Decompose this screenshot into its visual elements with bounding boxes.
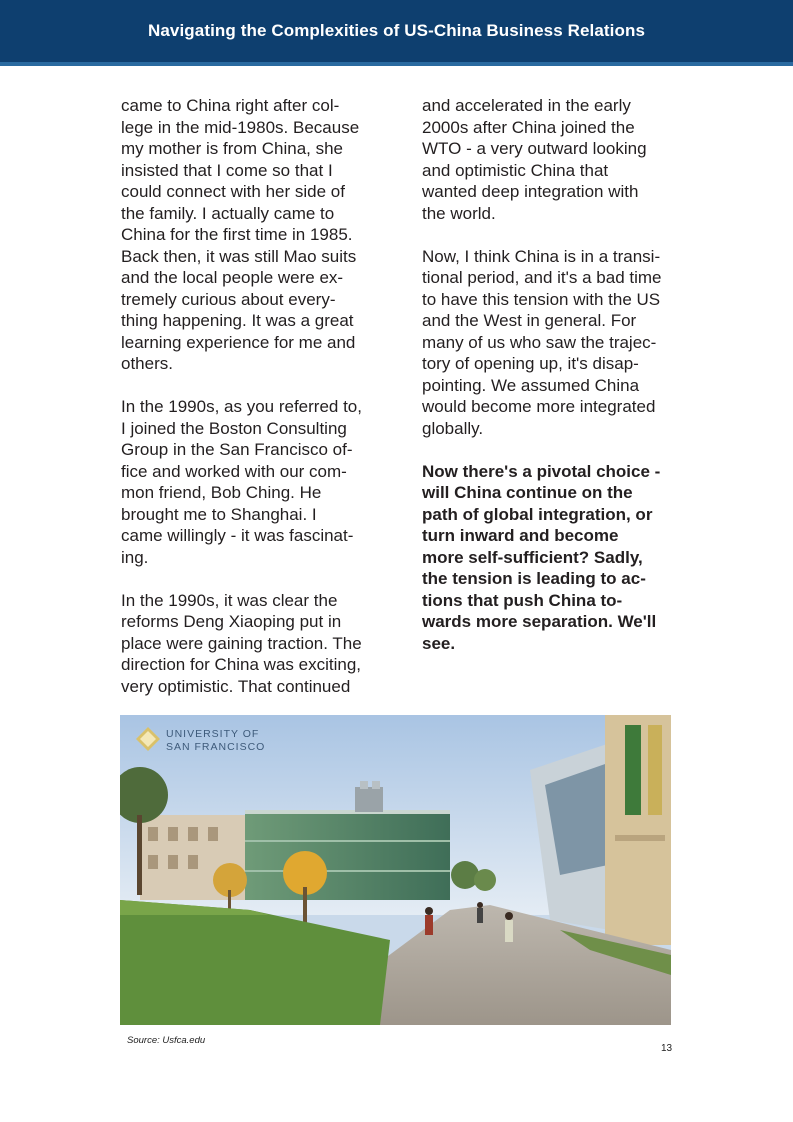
logo-text-line1: UNIVERSITY OF [166, 728, 260, 740]
right-paragraph-1: and accelerated in the early 2000s after China joined the WTO - a very outward looking and optimistic China that wanted deep integration with the world. [422, 96, 647, 223]
left-paragraph-1: came to China right after col- lege in the mid-1980s. Because my mother is from China, she insisted that I come so that I could connect with her side of the family. I actually came to China for the first time in 1985. Back then, it was still Mao suits and the local people were ex- tremely curious about every- thing happening. It was a great learning experience for me and others. [121, 96, 360, 373]
image-caption: Source: Usfca.edu [127, 1035, 206, 1046]
right-paragraph-2: Now, I think China is in a transi- tional period, and it's a bad time to have this tension with the US and the West in general. For many of us who saw the trajec- tory of opening up, it's disap- pointing. We assumed China would become more integrated globally. [422, 246, 662, 438]
left-paragraph-2: In the 1990s, as you referred to, I joined the Boston Consulting Group in the San Francisco of- fice and worked with our com- mon friend, Bob Ching. He brought me to Shanghai. I came willingly - it was fascinat- ing. [121, 397, 362, 567]
campus-photo [120, 715, 671, 1025]
page-number: 13 [661, 1043, 673, 1054]
right-bold-paragraph: Now there's a pivotal choice - will China continue on the path of global integration, or turn inward and become more self-sufficient? Sadly, the tension is leading to ac- tions that push China to- wards more separation. We'll see. [422, 461, 661, 653]
page-header [0, 0, 793, 66]
left-column [121, 95, 391, 697]
logo-text-line2: SAN FRANCISCO [166, 741, 266, 753]
campus-illustration [120, 715, 671, 1025]
left-paragraph-3: In the 1990s, it was clear the reforms Deng Xiaoping put in place were gaining traction. The direction for China was exciting, very optimistic. That continued [121, 590, 362, 696]
header-title: Navigating the Complexities of US-China Business Relations [148, 21, 645, 40]
right-column [422, 95, 690, 654]
